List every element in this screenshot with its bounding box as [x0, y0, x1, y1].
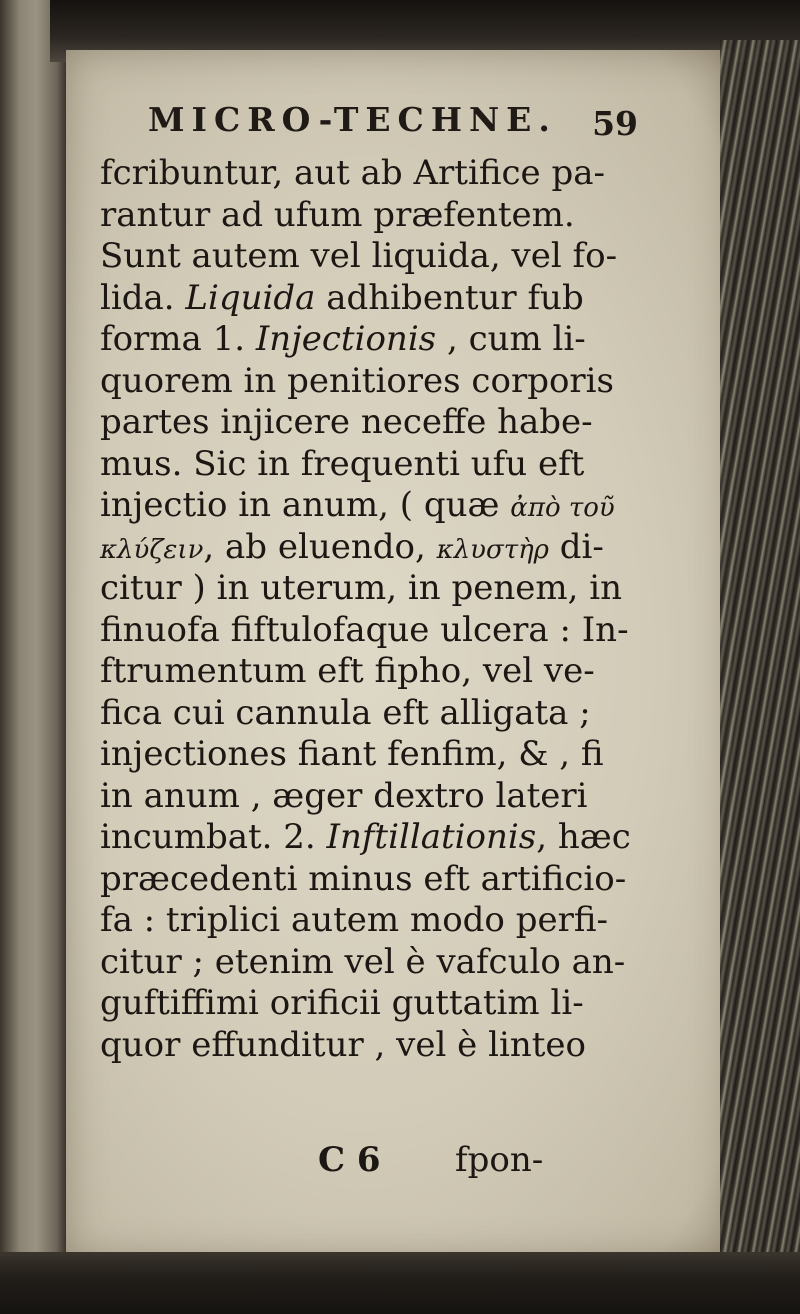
bottom-edge-shadow — [0, 1252, 800, 1314]
text-segment: , ab eluendo, — [203, 526, 437, 567]
text-line: ftrumentum eft fipho, vel ve- — [100, 651, 595, 691]
greek-term: ἀπὸ τοῦ — [510, 493, 615, 523]
italic-term: Inftillationis — [326, 817, 537, 857]
text-segment: lida. — [100, 277, 186, 318]
text-line: rantur ad ufum præfentem. — [100, 194, 575, 235]
signature-mark: C 6 — [318, 1140, 381, 1180]
page-stack-edge — [720, 40, 800, 1270]
text-segment: adhibentur fub — [315, 277, 584, 318]
text-line — [100, 527, 640, 569]
text-segment: injectio in anum, ( quæ — [100, 485, 511, 525]
running-title: MICRO-TECHNE. — [148, 100, 557, 139]
text-line: quorem in penitiores corporis — [100, 360, 615, 401]
greek-term: κλυστὴρ — [436, 534, 549, 565]
page-header — [148, 100, 638, 150]
text-line: mus. Sic in frequenti ufu eft — [100, 443, 585, 484]
italic-term: Liquida — [185, 277, 316, 318]
page-number: 59 — [592, 104, 638, 143]
text-line: fcribuntur, aut ab Artifice pa- — [100, 153, 606, 193]
text-line — [100, 817, 640, 859]
text-line: injectiones fiant fenfim, & , fi — [100, 734, 604, 774]
text-segment: di- — [548, 526, 604, 567]
text-line — [100, 485, 640, 527]
text-line: finuofa fiftulofaque ulcera : In- — [100, 609, 629, 650]
text-line: quor effunditur , vel è linteo — [100, 1024, 586, 1065]
italic-term: Injectionis — [255, 319, 437, 359]
text-line: fa : triplici autem modo perfi- — [100, 900, 609, 940]
greek-term: κλύζειν — [100, 534, 204, 565]
text-line: guftiffimi orificii guttatim li- — [100, 983, 584, 1023]
facing-page-edge — [0, 0, 66, 1314]
catchword: fpon- — [455, 1140, 544, 1180]
text-line — [100, 278, 640, 320]
text-line: fica cui cannula eft alligata ; — [100, 692, 591, 733]
body-text — [100, 153, 640, 1066]
text-line: citur ; etenim vel è vafculo an- — [100, 941, 626, 982]
text-segment: , cum li- — [436, 319, 586, 359]
text-segment: , hæc — [536, 817, 631, 857]
text-line: partes injicere neceffe habe- — [100, 402, 593, 442]
text-line: in anum , æger dextro lateri — [100, 775, 588, 816]
text-segment: incumbat. 2. — [100, 817, 327, 857]
text-segment: forma 1. — [100, 319, 256, 359]
text-line — [100, 319, 640, 361]
text-line: Sunt autem vel liquida, vel fo- — [100, 236, 618, 276]
text-line: citur ) in uterum, in penem, in — [100, 568, 622, 608]
text-line: præcedenti minus eft artificio- — [100, 858, 627, 899]
